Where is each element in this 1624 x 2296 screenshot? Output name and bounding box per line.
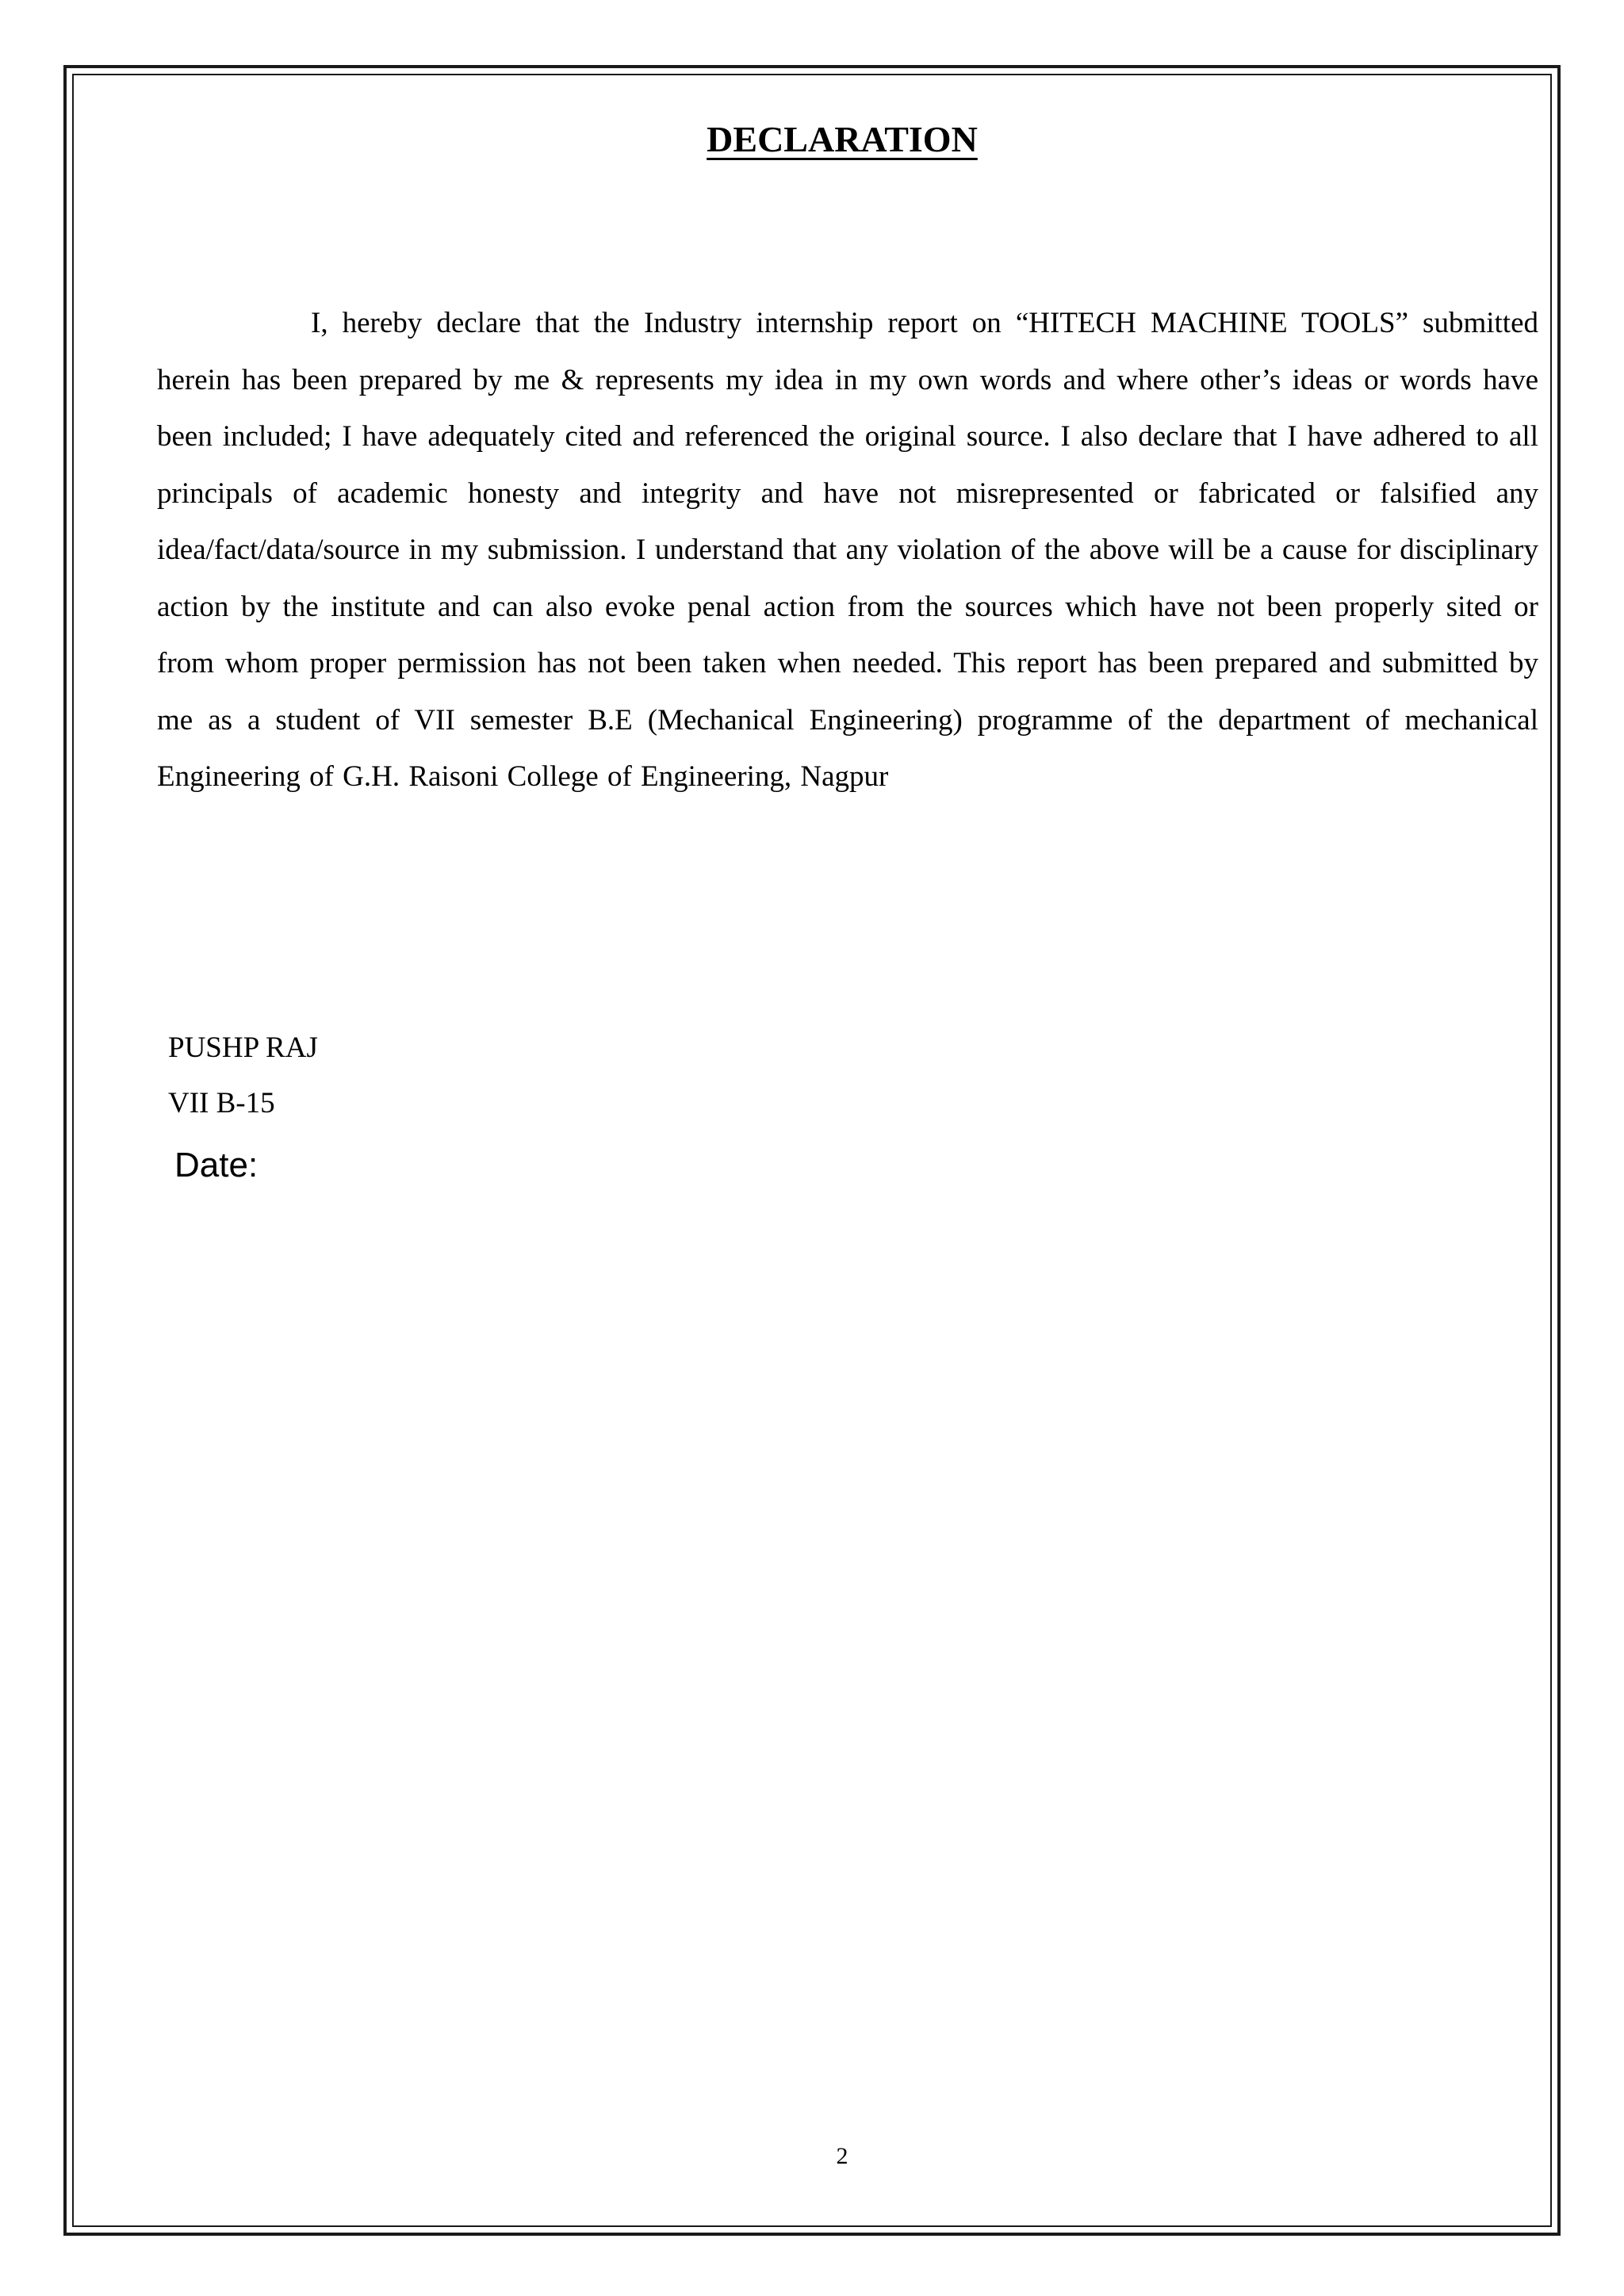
page-number: 2 xyxy=(836,2143,848,2169)
signatory-name: PUSHP RAJ xyxy=(168,1031,318,1064)
signatory-roll: VII B-15 xyxy=(168,1087,275,1119)
date-label: Date: xyxy=(174,1146,259,1184)
declaration-paragraph: I, hereby declare that the Industry internship report on “HITECH MACHINE TOOLS” submitted herein has been prepared by me & represents my idea in my own words and where other’s ideas or words have been included; I have adequately cited and referenced the original source. I also declare that I have adhered to all principals of academic honesty and integrity and have not misrepresented or fabricated or falsified any idea/fact/data/source in my submission. I understand that any violation of the above will be a cause for disciplinary action by the institute and can also evoke penal action from the sources which have not been properly sited or from whom proper permission has not been taken when needed. This report has been prepared and submitted by me as a student of VII semester B.E (Mechanical Engineering) programme of the department of mechanical Engineering of G.H. Raisoni College of Engineering, Nagpur xyxy=(157,307,1538,793)
page-title: DECLARATION xyxy=(707,119,978,159)
